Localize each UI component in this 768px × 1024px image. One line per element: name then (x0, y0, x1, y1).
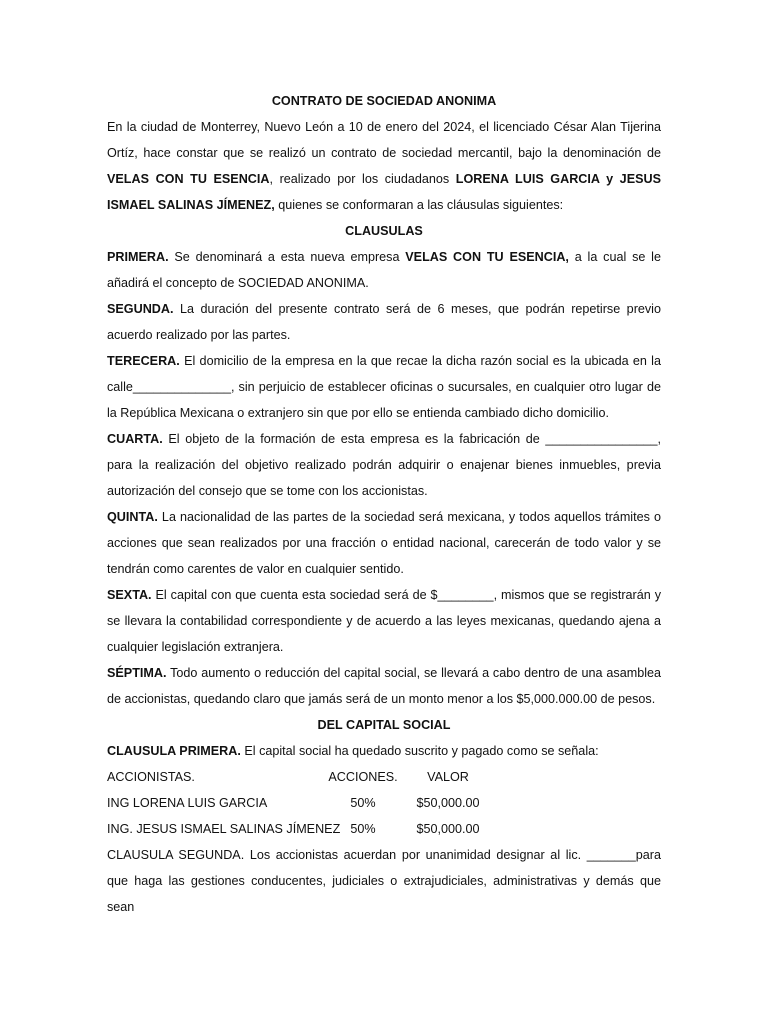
clause-quinta (107, 504, 661, 582)
clause-label: PRIMERA. (107, 250, 169, 264)
intro-paragraph (107, 114, 661, 218)
clause-text: El capital con que cuenta esta sociedad será de $________, mismos que se registrarán y se llevara la contabilidad correspondiente y de acuerdo a las leyes mexicanas, quedando ajena a cualquier legislación extranjera. (107, 588, 661, 654)
table-header-accionistas: ACCIONISTAS. (107, 770, 195, 784)
clause-text: El domicilio de la empresa en la que recae la dicha razón social es la ubicada en la calle______________, sin perjuicio de establecer oficinas o sucursales, en cualquier otro lugar de la República Mexicana o extranjero sin que por ello se entienda cambiado dicho domicilio. (107, 354, 661, 420)
clause-segunda (107, 296, 661, 348)
clausula-primera (107, 738, 661, 764)
clausulas-heading: CLAUSULAS (345, 224, 423, 238)
partner-names: LORENA LUIS GARCIA y JESUS ISMAEL SALINAS JÍMENEZ, (107, 172, 661, 212)
clause-sexta (107, 582, 661, 660)
clausula-segunda: CLAUSULA SEGUNDA. Los accionistas acuerdan por unanimidad designar al lic. _______para que haga las gestiones conducentes, judiciales o extrajudiciales, administrativas y demás que sean (107, 848, 661, 914)
clause-label: QUINTA. (107, 510, 158, 524)
table-header-acciones: ACCIONES. (328, 770, 398, 784)
table-header-row (107, 764, 661, 790)
clause-label: CLAUSULA PRIMERA. (107, 744, 241, 758)
clause-text: La duración del presente contrato será de 6 meses, que podrán repetirse previo acuerdo realizado por las partes. (107, 302, 661, 342)
company-name: VELAS CON TU ESENCIA, (405, 250, 569, 264)
clause-cuarta (107, 426, 661, 504)
clause-tercera (107, 348, 661, 426)
table-cell-acciones: 50% (350, 822, 376, 836)
table-row (107, 790, 661, 816)
table-cell-valor: $50,000.00 (416, 796, 480, 810)
table-header-valor: VALOR (427, 770, 469, 784)
clause-label: SEXTA. (107, 588, 152, 602)
clause-label: CUARTA. (107, 432, 163, 446)
clause-text: El capital social ha quedado suscrito y pagado como se señala: (240, 744, 599, 758)
clause-primera (107, 244, 661, 296)
table-cell-name: ING. JESUS ISMAEL SALINAS JÍMENEZ (107, 822, 341, 836)
clause-text: La nacionalidad de las partes de la sociedad será mexicana, y todos aquellos trámites o acciones que sean realizados por una fracción o entidad nacional, carecerán de todo valor y se tendrán como carentes de valor en cualquier sentido. (107, 510, 661, 576)
table-cell-acciones: 50% (350, 796, 376, 810)
clause-text: Se denominará a esta nueva empresa (168, 250, 406, 264)
document-page (107, 88, 661, 920)
intro-text-1: En la ciudad de Monterrey, Nuevo León a 10 de enero del 2024, el licenciado César Alan Tijerina Ortíz, hace constar que se realizó un contrato de sociedad mercantil, bajo la denominación de (107, 120, 661, 160)
clause-label: TERECERA. (107, 354, 180, 368)
table-row (107, 816, 661, 842)
table-cell-valor: $50,000.00 (416, 822, 480, 836)
capital-heading: DEL CAPITAL SOCIAL (317, 718, 451, 732)
clause-text: Todo aumento o reducción del capital social, se llevará a cabo dentro de una asamblea de accionistas, quedando claro que jamás será de un monto menor a los $5,000.000.00 de pesos. (107, 666, 661, 706)
document-title: CONTRATO DE SOCIEDAD ANONIMA (271, 94, 497, 108)
clause-text: a la cual se le añadirá el concepto de SOCIEDAD ANONIMA. (107, 250, 661, 290)
table-cell-name: ING LORENA LUIS GARCIA (107, 796, 268, 810)
clause-label: SÉPTIMA. (107, 666, 167, 680)
clause-label: SEGUNDA. (107, 302, 174, 316)
company-name: VELAS CON TU ESENCIA (107, 172, 270, 186)
intro-text-2: , realizado por los ciudadanos (269, 172, 456, 186)
clause-text: El objeto de la formación de esta empresa es la fabricación de ________________, para la realización del objetivo realizado podrán adquirir o enajenar bienes inmuebles, previa autorización del consejo que se tome con los accionistas. (107, 432, 661, 498)
intro-text-3: quienes se conformaran a las cláusulas siguientes: (274, 198, 564, 212)
clause-septima (107, 660, 661, 712)
